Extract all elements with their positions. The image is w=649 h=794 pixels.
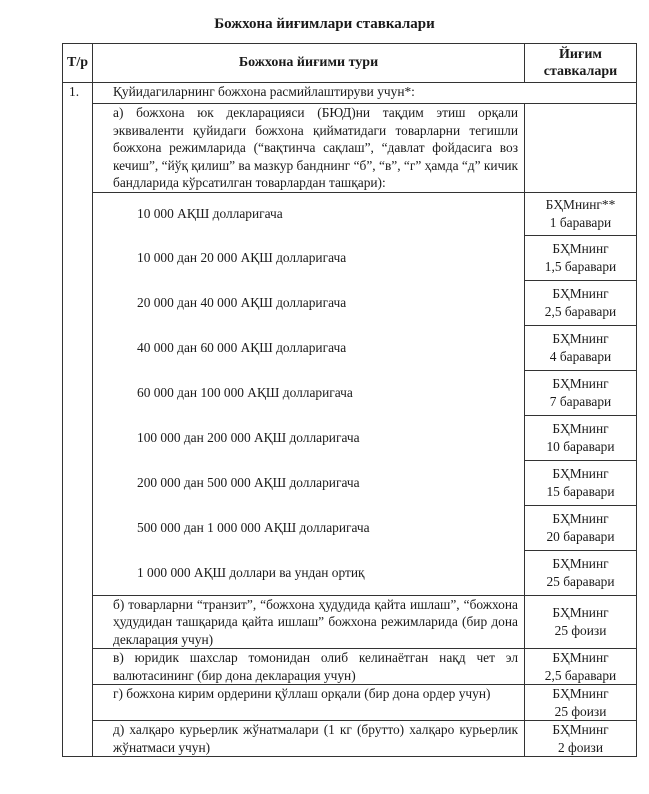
bracket-label: 500 000 дан 1 000 000 АҚШ долларигача bbox=[93, 505, 525, 550]
item-rate-line1: БҲМнинг bbox=[552, 650, 609, 665]
item-g-text: г) божхона кирим ордерини қўллаш орқали (бир дона ордер учун) bbox=[93, 685, 525, 721]
item-a-rate bbox=[525, 104, 637, 193]
table-row bbox=[63, 460, 637, 505]
bracket-rate bbox=[525, 192, 637, 235]
table-row bbox=[63, 685, 637, 721]
bracket-label: 200 000 дан 500 000 АҚШ долларигача bbox=[93, 460, 525, 505]
item-rate-line2: 25 фоизи bbox=[554, 703, 607, 719]
bracket-rate-line1: БҲМнинг** bbox=[545, 197, 616, 212]
bracket-rate-line2: 1 баравари bbox=[549, 214, 612, 230]
bracket-rate bbox=[525, 415, 637, 460]
bracket-rate bbox=[525, 505, 637, 550]
item-g-rate bbox=[525, 685, 637, 721]
row-intro-text: Қуйидагиларнинг божхона расмийлаштируви учун*: bbox=[93, 83, 637, 104]
table-row bbox=[63, 370, 637, 415]
bracket-rate-line2: 7 баравари bbox=[549, 393, 612, 409]
row-number: 1. bbox=[63, 83, 93, 757]
bracket-label: 20 000 дан 40 000 АҚШ долларигача bbox=[93, 280, 525, 325]
item-a-text: а) божхона юк декларацияси (БЮД)ни тақдим этиш орқали эквиваленти қуйидаги божхона қийматидаги товарларни тегишли божхона режимларида (“вақтинча сақлаш”, “давлат фойдасига воз кечиш”, “йўқ қилиш” ва мазкур банднинг “б”, “в”, “г” ҳамда “д” кичик бандларида кўрсатилган товарлардан ташқари): bbox=[93, 104, 525, 193]
bracket-rate-line1: БҲМнинг bbox=[552, 241, 609, 256]
bracket-rate-line2: 1,5 баравари bbox=[544, 258, 617, 274]
bracket-rate bbox=[525, 370, 637, 415]
table-header-row bbox=[63, 44, 637, 83]
page-title: Божхона йиғимлари ставкалари bbox=[214, 16, 435, 32]
item-d-rate bbox=[525, 721, 637, 757]
bracket-rate-line1: БҲМнинг bbox=[552, 511, 609, 526]
bracket-label: 100 000 дан 200 000 АҚШ долларигача bbox=[93, 415, 525, 460]
item-rate-line1: БҲМнинг bbox=[552, 686, 609, 701]
bracket-rate-line1: БҲМнинг bbox=[552, 556, 609, 571]
bracket-rate bbox=[525, 280, 637, 325]
table-row bbox=[63, 721, 637, 757]
item-rate-line2: 2 фоизи bbox=[557, 739, 604, 755]
bracket-rate-line2: 2,5 баравари bbox=[544, 303, 617, 319]
header-rates-line1: Йиғим bbox=[559, 46, 602, 62]
bracket-rate-line1: БҲМнинг bbox=[552, 331, 609, 346]
item-rate-line1: БҲМнинг bbox=[552, 605, 609, 621]
table-row bbox=[63, 325, 637, 370]
item-b-rate bbox=[525, 595, 637, 649]
bracket-rate-line1: БҲМнинг bbox=[552, 466, 609, 481]
header-rates bbox=[525, 44, 637, 83]
header-number: Т/р bbox=[63, 44, 93, 83]
bracket-rate-line2: 10 баравари bbox=[546, 438, 615, 454]
bracket-rate bbox=[525, 235, 637, 280]
header-rates-line2: ставкалари bbox=[543, 64, 618, 79]
customs-fee-table bbox=[62, 43, 637, 757]
item-rate-line1: БҲМнинг bbox=[552, 722, 609, 737]
item-rate-line2: 2,5 баравари bbox=[544, 667, 617, 683]
item-d-text: д) халқаро курьерлик жўнатмалари (1 кг (брутто) халқаро курьерлик жўнатмаси учун) bbox=[93, 721, 525, 757]
item-v-text: в) юридик шахслар томонидан олиб келинаётган нақд чет эл валютасининг (бир дона декларация учун) bbox=[93, 649, 525, 685]
bracket-label: 1 000 000 АҚШ доллари ва ундан ортиқ bbox=[93, 550, 525, 595]
table-row bbox=[63, 505, 637, 550]
table-row bbox=[63, 104, 637, 193]
bracket-rate bbox=[525, 460, 637, 505]
bracket-rate-line2: 20 баравари bbox=[546, 528, 615, 544]
table-row bbox=[63, 280, 637, 325]
table-row bbox=[63, 649, 637, 685]
bracket-rate-line2: 15 баравари bbox=[546, 483, 615, 499]
table-row bbox=[63, 192, 637, 235]
table-row bbox=[63, 595, 637, 649]
bracket-label: 10 000 дан 20 000 АҚШ долларигача bbox=[93, 235, 525, 280]
item-v-rate bbox=[525, 649, 637, 685]
bracket-label: 10 000 АҚШ долларигача bbox=[93, 192, 525, 235]
bracket-rate-line2: 4 баравари bbox=[549, 348, 612, 364]
bracket-rate bbox=[525, 550, 637, 595]
bracket-label: 40 000 дан 60 000 АҚШ долларигача bbox=[93, 325, 525, 370]
bracket-rate-line1: БҲМнинг bbox=[552, 286, 609, 301]
table-row bbox=[63, 235, 637, 280]
bracket-rate-line1: БҲМнинг bbox=[552, 421, 609, 436]
bracket-rate-line1: БҲМнинг bbox=[552, 376, 609, 391]
bracket-label: 60 000 дан 100 000 АҚШ долларигача bbox=[93, 370, 525, 415]
item-b-text: б) товарларни “транзит”, “божхона ҳудудида қайта ишлаш”, “божхона ҳудудидан ташқарида қайта ишлаш” божхона режимларида (бир дона декларация учун) bbox=[93, 595, 525, 649]
bracket-rate-line2: 25 баравари bbox=[546, 573, 615, 589]
table-row bbox=[63, 415, 637, 460]
table-row bbox=[63, 83, 637, 104]
table-row bbox=[63, 550, 637, 595]
header-fee-type: Божхона йиғими тури bbox=[93, 44, 525, 83]
item-rate-line2: 25 фоизи bbox=[554, 622, 607, 638]
bracket-rate bbox=[525, 325, 637, 370]
